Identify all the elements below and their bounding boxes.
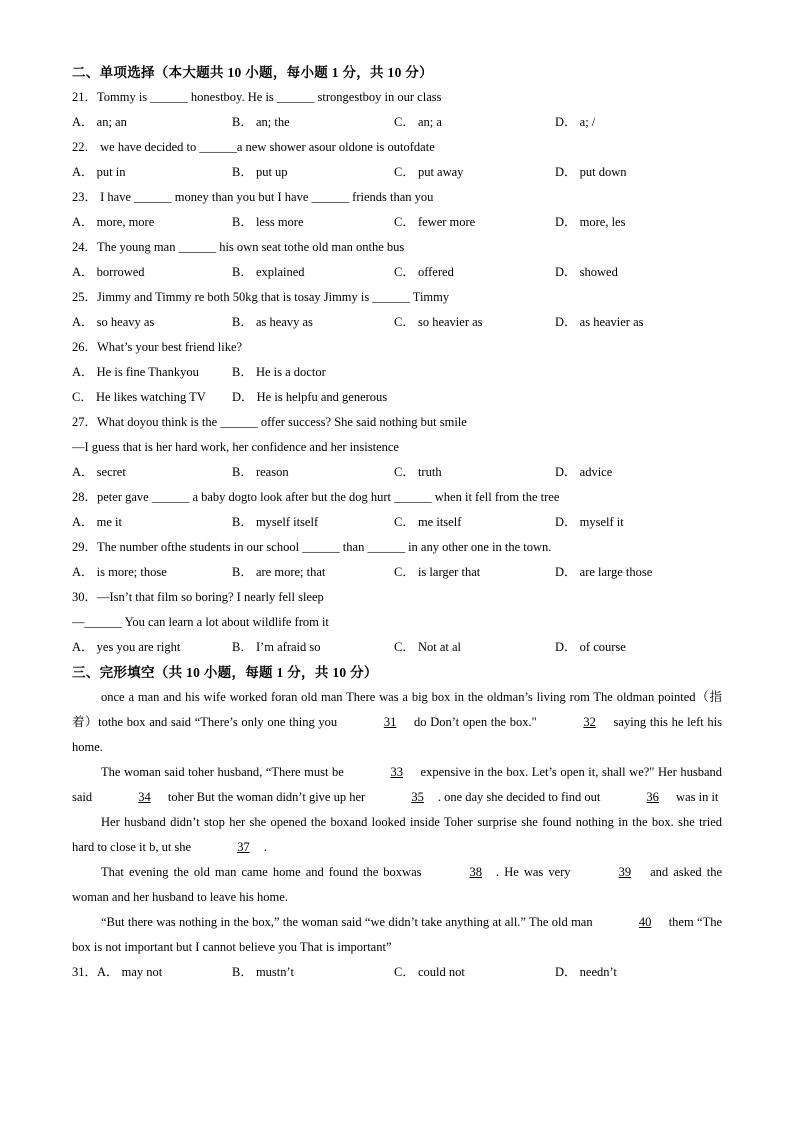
q31-options	[72, 960, 722, 985]
section3-title: 三、完形填空（共 10 小题，每题 1 分，共 10 分）	[72, 665, 378, 680]
cloze-blank: 33	[390, 765, 403, 779]
passage-text: and asked the woman and her husband to leave his home.	[72, 865, 722, 904]
option: B． put up	[232, 165, 288, 179]
option: D． advice	[555, 465, 613, 479]
option: B． are more; that	[232, 565, 326, 579]
passage-paragraph	[72, 860, 722, 910]
question-stem: 25．Jimmy and Timmy re both 50kg that is tosay Jimmy is ______ Timmy	[72, 290, 450, 304]
options-row	[72, 460, 722, 485]
passage-text: “But there was nothing in the box,” the woman said “we didn’t take anything at all.” The old man	[101, 915, 596, 929]
multiple-choice-list	[72, 85, 722, 660]
option: C． is larger that	[394, 565, 481, 579]
option: D． put down	[555, 165, 627, 179]
cloze-blank: 31	[383, 715, 397, 729]
option: D． showed	[555, 265, 618, 279]
options-row	[72, 560, 722, 585]
option: C． could not	[394, 965, 465, 979]
option: D． a; /	[555, 115, 596, 129]
option: B． I’m afraid so	[232, 640, 321, 654]
passage-text: The woman said toher husband, “There must be	[101, 765, 348, 779]
section2-title: 二、单项选择（本大题共 10 小题，每小题 1 分，共 10 分）	[72, 65, 433, 80]
option: C． truth	[394, 465, 442, 479]
cloze-passage	[72, 685, 722, 960]
passage-text: That evening the old man came home and found the boxwas	[101, 865, 427, 879]
cloze-blank: 37	[237, 840, 250, 854]
question-stem: 28．peter gave ______ a baby dogto look after but the dog hurt ______ when it fell from the tree	[72, 490, 560, 504]
passage-text: toher But the woman didn’t give up her	[164, 790, 369, 804]
cloze-blank: 38	[469, 865, 483, 879]
passage-text: do Don’t open the box."	[410, 715, 541, 729]
cloze-blank: 36	[646, 790, 659, 804]
question-stem: 23． I have ______ money than you but I have ______ friends than you	[72, 190, 434, 204]
option: B． mustn’t	[232, 965, 294, 979]
question-stem: 27．What doyou think is the ______ offer success? She said nothing but smile	[72, 415, 467, 429]
option: B． less more	[232, 215, 304, 229]
passage-paragraph	[72, 910, 722, 960]
options-row	[72, 510, 722, 535]
question-stem: 21．Tommy is ______ honestboy. He is ______ strongestboy in our class	[72, 90, 442, 104]
options-row	[72, 635, 722, 660]
options-row	[72, 360, 722, 385]
passage-paragraph	[72, 810, 722, 860]
passage-text: Her husband didn’t stop her she opened the boxand looked inside Toher surprise she found nothing in the box. she tried hard to close it b, ut she	[72, 815, 722, 854]
option: A． so heavy as	[72, 315, 155, 329]
option: B． an; the	[232, 115, 290, 129]
option: B． explained	[232, 265, 305, 279]
option: A． an; an	[72, 115, 127, 129]
option: C． offered	[394, 265, 454, 279]
option: D． needn’t	[555, 965, 617, 979]
passage-text: . one day she decided to find out	[437, 790, 604, 804]
passage-text: saying this he left his home.	[72, 715, 722, 754]
passage-paragraph	[72, 760, 722, 810]
option: C． He likes watching TV	[72, 390, 206, 404]
option: A． secret	[72, 465, 126, 479]
question-stem: 24．The young man ______ his own seat tothe old man onthe bus	[72, 240, 405, 254]
option: D． of course	[555, 640, 626, 654]
option: C． an; a	[394, 115, 442, 129]
option: 31．A． may not	[72, 965, 163, 979]
exam-page	[72, 60, 722, 985]
passage-text: . He was very	[496, 865, 576, 879]
options-row	[72, 210, 722, 235]
options-row	[72, 160, 722, 185]
option: A． me it	[72, 515, 122, 529]
option: B． myself itself	[232, 515, 319, 529]
option: A． yes you are right	[72, 640, 181, 654]
passage-text: was in it	[672, 790, 719, 804]
options-row	[72, 110, 722, 135]
options-row	[72, 260, 722, 285]
option: C． me itself	[394, 515, 462, 529]
option: D． He is helpfu and generous	[232, 390, 388, 404]
cloze-blank: 39	[618, 865, 632, 879]
option: A． borrowed	[72, 265, 145, 279]
option: C． so heavier as	[394, 315, 483, 329]
option: D． as heavier as	[555, 315, 644, 329]
passage-paragraph	[72, 685, 722, 760]
option: A． He is fine Thankyou	[72, 365, 199, 379]
question-stem: 30．—Isn’t that film so boring? I nearly fell sleep	[72, 590, 324, 604]
option: C． Not at al	[394, 640, 462, 654]
question-stem: —I guess that is her hard work, her confidence and her insistence	[72, 440, 399, 454]
question-stem: 29．The number ofthe students in our school ______ than ______ in any other one in the town.	[72, 540, 552, 554]
option: C． fewer more	[394, 215, 476, 229]
cloze-blank: 40	[638, 915, 652, 929]
passage-text: once a man and his wife worked foran old man There was a big box in the oldman’s living rom The oldman pointed（指着）tothe box and said “There’s only one thing you	[72, 690, 722, 729]
option: D． myself it	[555, 515, 624, 529]
option: C． put away	[394, 165, 464, 179]
option: B． He is a doctor	[232, 365, 326, 379]
option: A． put in	[72, 165, 126, 179]
cloze-blank: 32	[583, 715, 596, 729]
option: A． is more; those	[72, 565, 167, 579]
question-stem: 26．What’s your best friend like?	[72, 340, 243, 354]
option: A． more, more	[72, 215, 155, 229]
passage-text: .	[263, 840, 267, 854]
option: D． more, les	[555, 215, 626, 229]
options-row	[72, 385, 722, 410]
cloze-blank: 35	[411, 790, 424, 804]
option: D． are large those	[555, 565, 653, 579]
passage-text: expensive in the box. Let’s open it, shall we?" Her husband said	[72, 765, 723, 804]
question-stem: 22． we have decided to ______a new shower asour oldone is outofdate	[72, 140, 435, 154]
passage-text: them “The box is not important but I cannot believe you That is important”	[72, 915, 722, 954]
cloze-blank: 34	[138, 790, 151, 804]
option: B． as heavy as	[232, 315, 313, 329]
options-row	[72, 310, 722, 335]
question-stem: —______ You can learn a lot about wildlife from it	[72, 615, 329, 629]
option: B． reason	[232, 465, 289, 479]
